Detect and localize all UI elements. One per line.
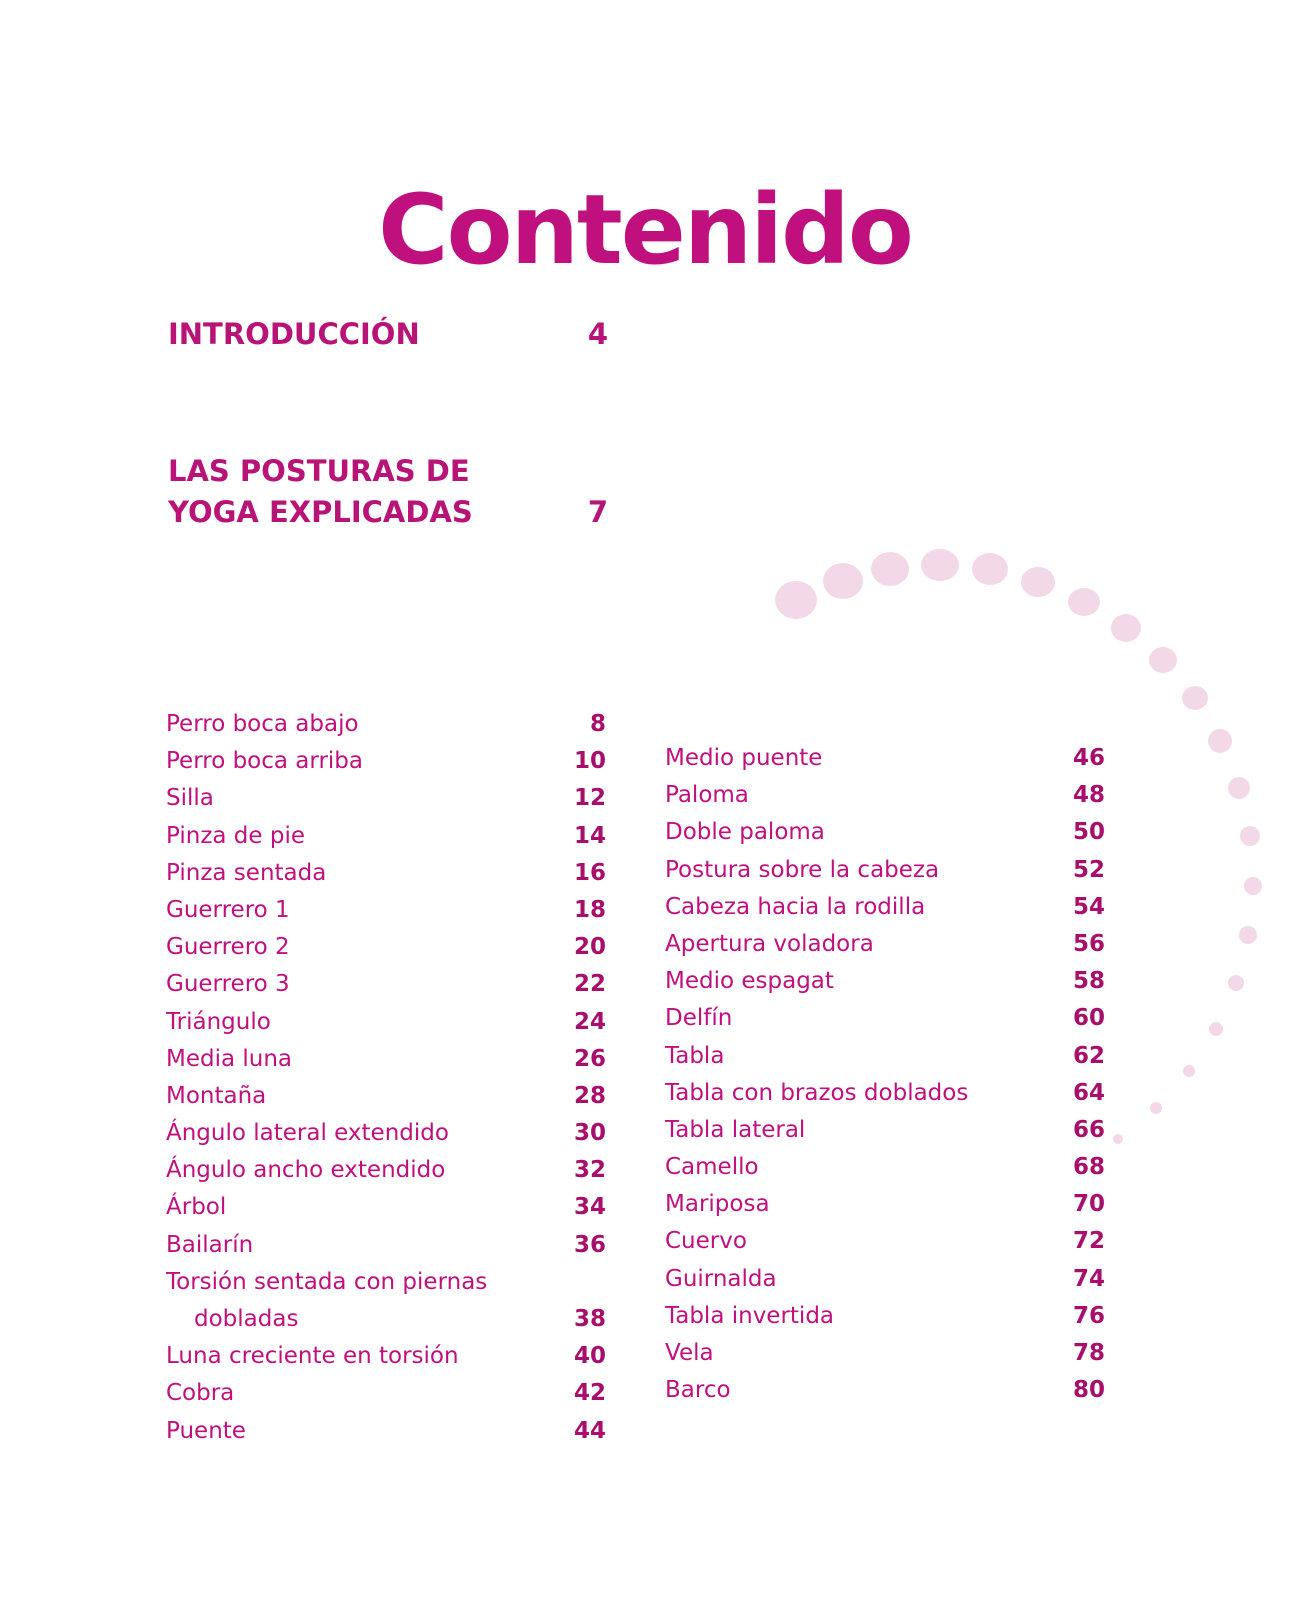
decor-dot [823,563,863,599]
toc-entry-label: Perro boca arriba [166,748,363,775]
toc-entry-page: 16 [573,859,606,886]
section-posturas[interactable] [168,451,608,533]
toc-entry[interactable] [665,1000,1105,1037]
toc-entry-page: 80 [1072,1377,1105,1404]
toc-entry[interactable] [166,929,606,966]
decor-dot [871,552,909,586]
toc-entry-label: Doble paloma [665,819,825,846]
toc-entry[interactable] [166,818,606,855]
toc-left-column [166,706,606,1450]
toc-entry-page: 34 [573,1194,606,1221]
toc-entry-page: 28 [573,1082,606,1109]
toc-entry-page: 22 [573,971,606,998]
toc-entry-label: Silla [166,785,214,812]
section-label: LAS POSTURAS DE YOGA EXPLICADAS [168,454,473,529]
toc-entry-label: dobladas [194,1306,299,1332]
toc-entry[interactable] [166,1189,606,1226]
toc-entry[interactable] [665,1261,1105,1298]
toc-entry[interactable] [665,926,1105,963]
toc-entry-label: Guerrero 3 [166,971,290,998]
toc-entry[interactable] [166,1078,606,1115]
decor-dot [775,581,817,619]
toc-entry[interactable] [166,1264,606,1301]
toc-entry-page: 46 [1072,745,1105,771]
toc-entry-page: 50 [1072,819,1105,846]
toc-entry-label: Guerrero 1 [166,896,290,923]
toc-entry-label: Barco [665,1377,731,1404]
toc-entry-page: 32 [573,1157,606,1184]
decor-dot [1208,729,1232,753]
toc-entry-label: Pinza de pie [166,822,306,849]
toc-entry-page: 24 [573,1008,606,1035]
toc-entry-label: Media luna [166,1045,293,1072]
toc-entry-page: 74 [1072,1265,1105,1292]
toc-entry-label: Camello [665,1154,759,1181]
decor-dot [1183,1065,1195,1077]
toc-entry-label: Postura sobre la cabeza [665,856,940,883]
toc-entry[interactable] [665,777,1105,814]
section-introduccion[interactable] [168,314,608,355]
page-title: Contenido [378,174,912,287]
toc-entry-page: 8 [589,711,606,737]
decor-dot [1244,877,1262,895]
decor-dot [1228,777,1250,799]
decor-dot [1150,1102,1162,1114]
toc-entry[interactable] [665,1223,1105,1260]
decor-dot [1209,1022,1223,1036]
toc-entry-label: Paloma [665,782,749,809]
toc-entry-label: Guirnalda [665,1265,777,1292]
decor-dot [972,553,1008,585]
toc-entry-label: Medio espagat [665,968,834,995]
toc-entry-label: Mariposa [665,1191,770,1218]
toc-entry-page: 56 [1072,930,1105,957]
decor-dot [1113,1134,1123,1144]
toc-entry[interactable] [665,963,1105,1000]
toc-right-column [665,740,1105,1409]
decor-dot [1239,926,1257,944]
toc-entry-page: 14 [573,822,606,849]
toc-entry-label: Apertura voladora [665,930,874,957]
toc-entry[interactable] [166,1004,606,1041]
toc-entry[interactable] [166,966,606,1003]
toc-entry[interactable] [665,889,1105,926]
toc-entry[interactable] [665,1075,1105,1112]
toc-entry[interactable] [665,1372,1105,1409]
toc-entry-label: Torsión sentada con piernas [166,1268,488,1295]
toc-entry-label: Vela [665,1340,714,1366]
toc-entry-page: 54 [1072,893,1105,920]
decor-dot [1240,826,1260,846]
toc-entry-label: Triángulo [166,1008,271,1035]
toc-entry-page: 26 [573,1045,606,1072]
toc-entry[interactable] [166,1413,606,1450]
toc-entry[interactable] [665,1186,1105,1223]
toc-entry-label: Cobra [166,1380,235,1407]
toc-entry[interactable] [665,1335,1105,1372]
toc-entry-page: 64 [1072,1079,1105,1106]
toc-entry-page: 36 [573,1231,606,1258]
toc-entry[interactable] [166,855,606,892]
toc-entry-page: 42 [573,1380,606,1407]
toc-entry-page: 30 [573,1120,606,1147]
toc-entry-label: Tabla con brazos doblados [665,1079,969,1106]
toc-entry-page: 44 [573,1417,606,1444]
toc-entry-label: Delfín [665,1005,733,1032]
toc-entry-label: Guerrero 2 [166,934,290,961]
toc-entry[interactable] [665,1112,1105,1149]
toc-entry-page: 68 [1072,1154,1105,1181]
toc-entry-label: Tabla invertida [665,1302,835,1329]
toc-entry-page: 52 [1072,856,1105,883]
toc-entry-label: Perro boca abajo [166,711,359,737]
toc-entry-label: Luna creciente en torsión [166,1343,459,1370]
toc-entry-page: 70 [1072,1191,1105,1218]
toc-entry-label: Cabeza hacia la rodilla [665,893,926,920]
decor-dot [1111,614,1141,642]
decor-dot [1182,686,1208,710]
toc-entry-page: 66 [1072,1116,1105,1143]
toc-entry[interactable] [166,1375,606,1412]
toc-entry-page: 60 [1072,1005,1105,1032]
toc-entry-label: Medio puente [665,745,823,771]
toc-entry-page: 62 [1072,1042,1105,1069]
toc-entry-page: 58 [1072,968,1105,995]
toc-entry[interactable] [166,743,606,780]
toc-entry[interactable] [665,852,1105,889]
toc-entry-page: 12 [573,785,606,812]
toc-entry[interactable] [665,740,1105,777]
section-page-number: 7 [587,495,608,529]
toc-entry-continuation[interactable] [166,1301,606,1338]
toc-entry-page: 20 [573,934,606,961]
toc-entry[interactable] [166,1227,606,1264]
toc-entry-label: Tabla [665,1042,725,1069]
decor-dot [1228,975,1244,991]
toc-entry-label: Cuervo [665,1228,747,1255]
toc-entry-label: Ángulo lateral extendido [166,1120,449,1147]
toc-entry[interactable] [166,1041,606,1078]
toc-entry[interactable] [166,1338,606,1375]
toc-entry-page: 38 [573,1306,606,1332]
toc-entry-label: Bailarín [166,1231,254,1258]
toc-entry-label: Pinza sentada [166,859,327,886]
toc-entry-label: Tabla lateral [665,1116,806,1143]
toc-entry-label: Árbol [166,1194,227,1221]
toc-entry[interactable] [166,892,606,929]
toc-entry[interactable] [665,1298,1105,1335]
toc-entry[interactable] [166,1152,606,1189]
toc-entry-label: Ángulo ancho extendido [166,1157,446,1184]
toc-entry-label: Puente [166,1417,246,1444]
toc-entry-page: 10 [573,748,606,775]
section-label: INTRODUCCIÓN [168,317,420,351]
decor-dot [1068,588,1100,616]
toc-entry[interactable] [166,1115,606,1152]
toc-entry-page: 72 [1072,1228,1105,1255]
decor-dot [921,549,959,581]
toc-entry-page: 76 [1072,1302,1105,1329]
toc-entry[interactable] [166,780,606,817]
toc-entry-page: 18 [573,896,606,923]
toc-entry-page: 48 [1072,782,1105,809]
toc-entry[interactable] [665,1149,1105,1186]
toc-entry[interactable] [665,1038,1105,1075]
decor-dot [1149,647,1177,673]
toc-entry-page: 78 [1072,1340,1105,1366]
toc-entry-label: Montaña [166,1082,267,1109]
decor-dot [1021,567,1055,597]
toc-entry-page: 40 [573,1343,606,1370]
toc-entry[interactable] [665,814,1105,851]
section-page-number: 4 [587,317,608,351]
toc-entry[interactable] [166,706,606,743]
